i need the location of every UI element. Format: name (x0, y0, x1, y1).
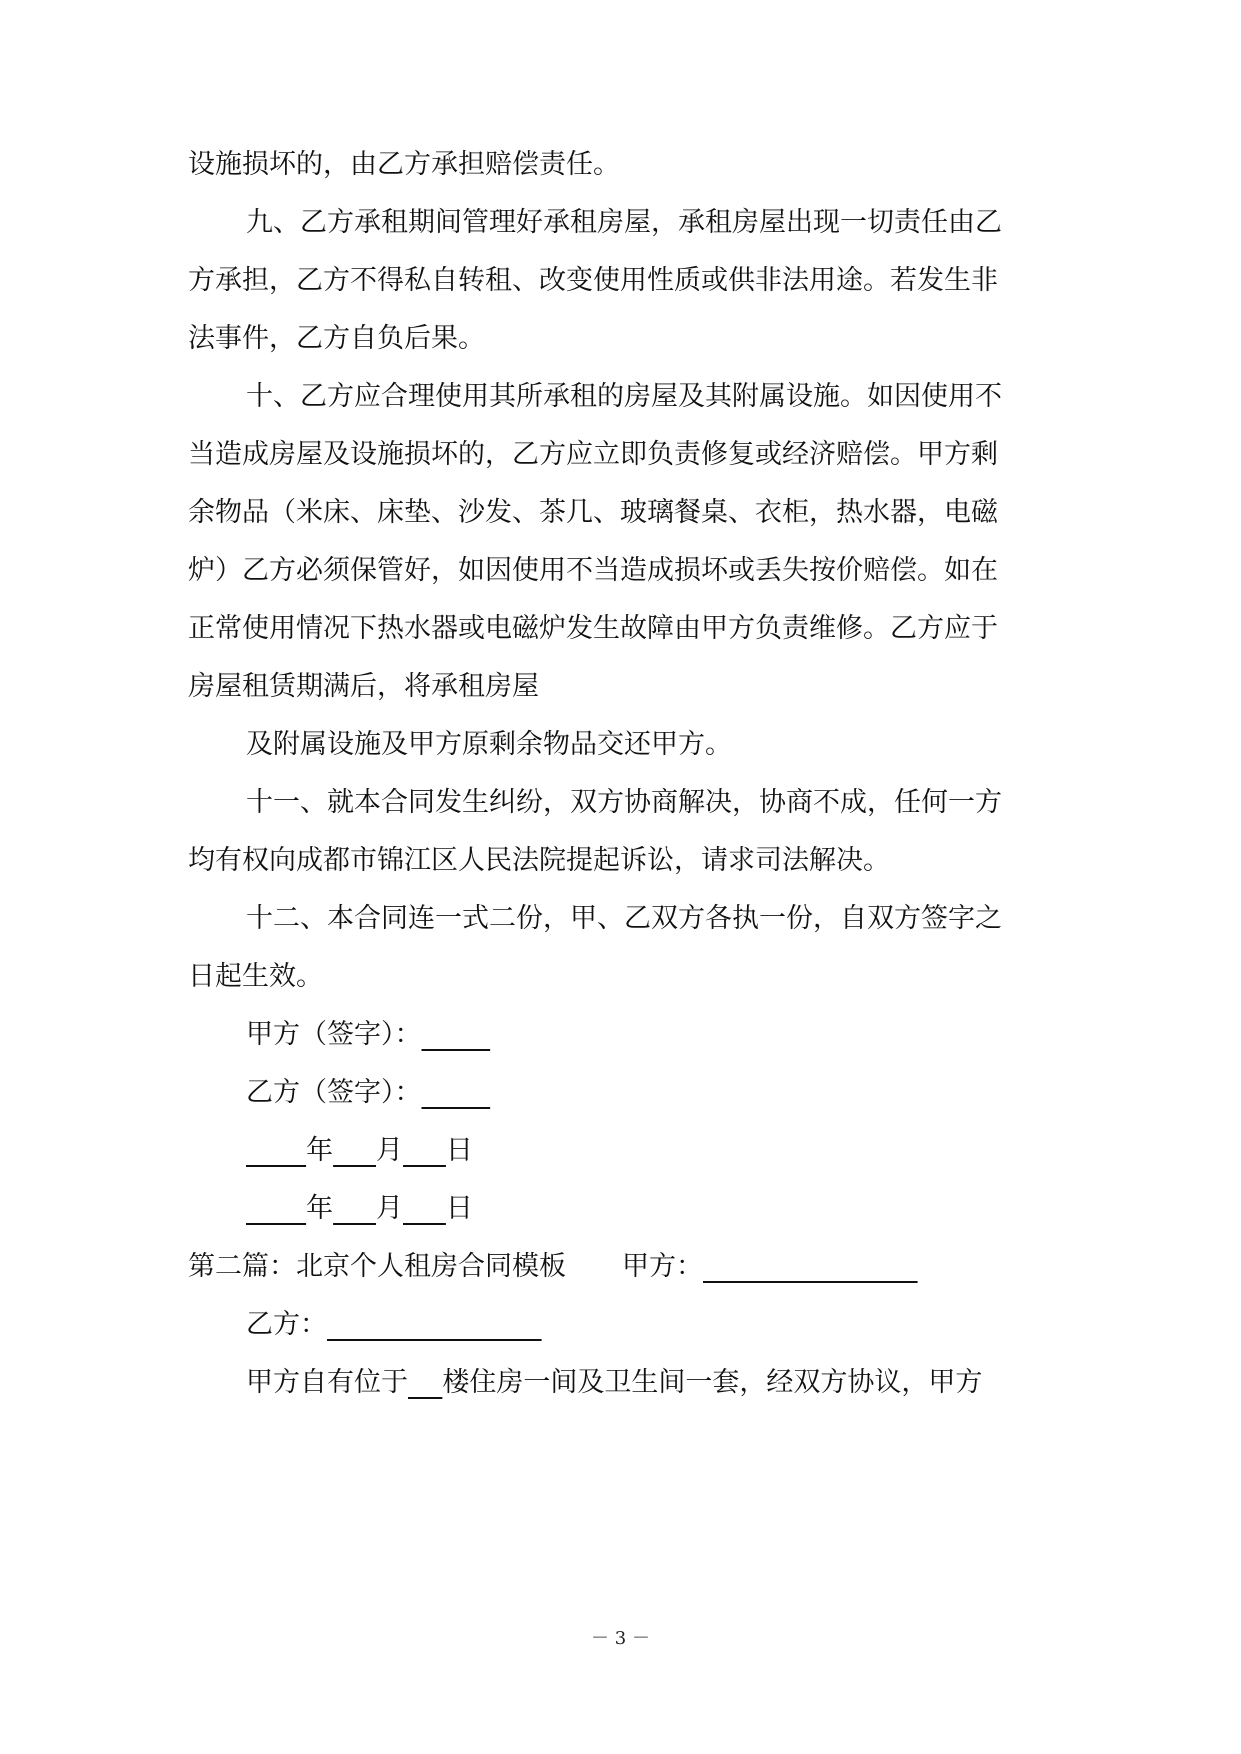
intro-text-post: 楼住房一间及卫生间一套，经双方协议，甲方 (442, 1367, 983, 1398)
intro-text-pre: 甲方自有位于 (246, 1367, 408, 1398)
party-b-signature-blank[interactable] (422, 1077, 491, 1108)
day-label: 日 (445, 1135, 473, 1166)
party-a-signature-blank[interactable] (422, 1019, 491, 1050)
clause-ten: 十、乙方应合理使用其所承租的房屋及其附属设施。如因使用不 (246, 381, 1002, 412)
second-party-a-blank[interactable] (703, 1251, 918, 1282)
text-line: 日起生效。 (188, 961, 323, 992)
text-line: 设施损坏的，由乙方承担赔偿责任。 (188, 149, 620, 180)
clause-nine: 九、乙方承租期间管理好承租房屋，承租房屋出现一切责任由乙 (246, 207, 1002, 238)
year-label: 年 (306, 1135, 334, 1166)
text-line: 法事件，乙方自负后果。 (188, 323, 485, 354)
month-label: 月 (376, 1135, 403, 1166)
party-a-signature (246, 1015, 490, 1055)
clause-eleven: 十一、就本合同发生纠纷，双方协商解决，协商不成，任何一方 (246, 787, 1002, 818)
year-blank[interactable] (246, 1135, 306, 1166)
year-label: 年 (306, 1193, 334, 1224)
page-number: － 3 － (591, 1628, 650, 1649)
second-party-b-label: 乙方： (246, 1309, 327, 1340)
second-party-b-line (246, 1305, 542, 1345)
day-label: 日 (445, 1193, 473, 1224)
party-b-signature (246, 1073, 490, 1113)
party-b-label: 乙方（签字）： (246, 1077, 422, 1108)
second-contract-title: 第二篇：北京个人租房合同模板 (188, 1251, 566, 1282)
clause-twelve: 十二、本合同连一式二份，甲、乙双方各执一份，自双方签字之 (246, 903, 1002, 934)
second-party-a-label: 甲方： (622, 1251, 703, 1282)
day-blank[interactable] (403, 1135, 446, 1166)
second-party-b-blank[interactable] (327, 1309, 542, 1340)
text-line: 正常使用情况下热水器或电磁炉发生故障由甲方负责维修。乙方应于 (188, 613, 998, 644)
signature-date-b (246, 1189, 473, 1229)
second-intro-line (246, 1363, 982, 1403)
month-blank[interactable] (333, 1135, 376, 1166)
text-line: 方承担，乙方不得私自转租、改变使用性质或供非法用途。若发生非 (188, 265, 998, 296)
year-blank[interactable] (246, 1193, 306, 1224)
text-line: 当造成房屋及设施损坏的，乙方应立即负责修复或经济赔偿。甲方剩 (188, 439, 998, 470)
text-line: 及附属设施及甲方原剩余物品交还甲方。 (246, 729, 732, 760)
month-label: 月 (376, 1193, 403, 1224)
party-a-label: 甲方（签字）： (246, 1019, 422, 1050)
text-line: 余物品（米床、床垫、沙发、茶几、玻璃餐桌、衣柜，热水器，电磁 (188, 497, 998, 528)
month-blank[interactable] (333, 1193, 376, 1224)
text-line: 房屋租赁期满后，将承租房屋 (188, 671, 539, 702)
text-line: 均有权向成都市锦江区人民法院提起诉讼，请求司法解决。 (188, 845, 890, 876)
second-contract-heading-line (188, 1247, 918, 1287)
signature-date-a (246, 1131, 473, 1171)
text-line: 炉）乙方必须保管好，如因使用不当造成损坏或丢失按价赔偿。如在 (188, 555, 998, 586)
building-blank[interactable] (408, 1367, 442, 1398)
day-blank[interactable] (403, 1193, 446, 1224)
